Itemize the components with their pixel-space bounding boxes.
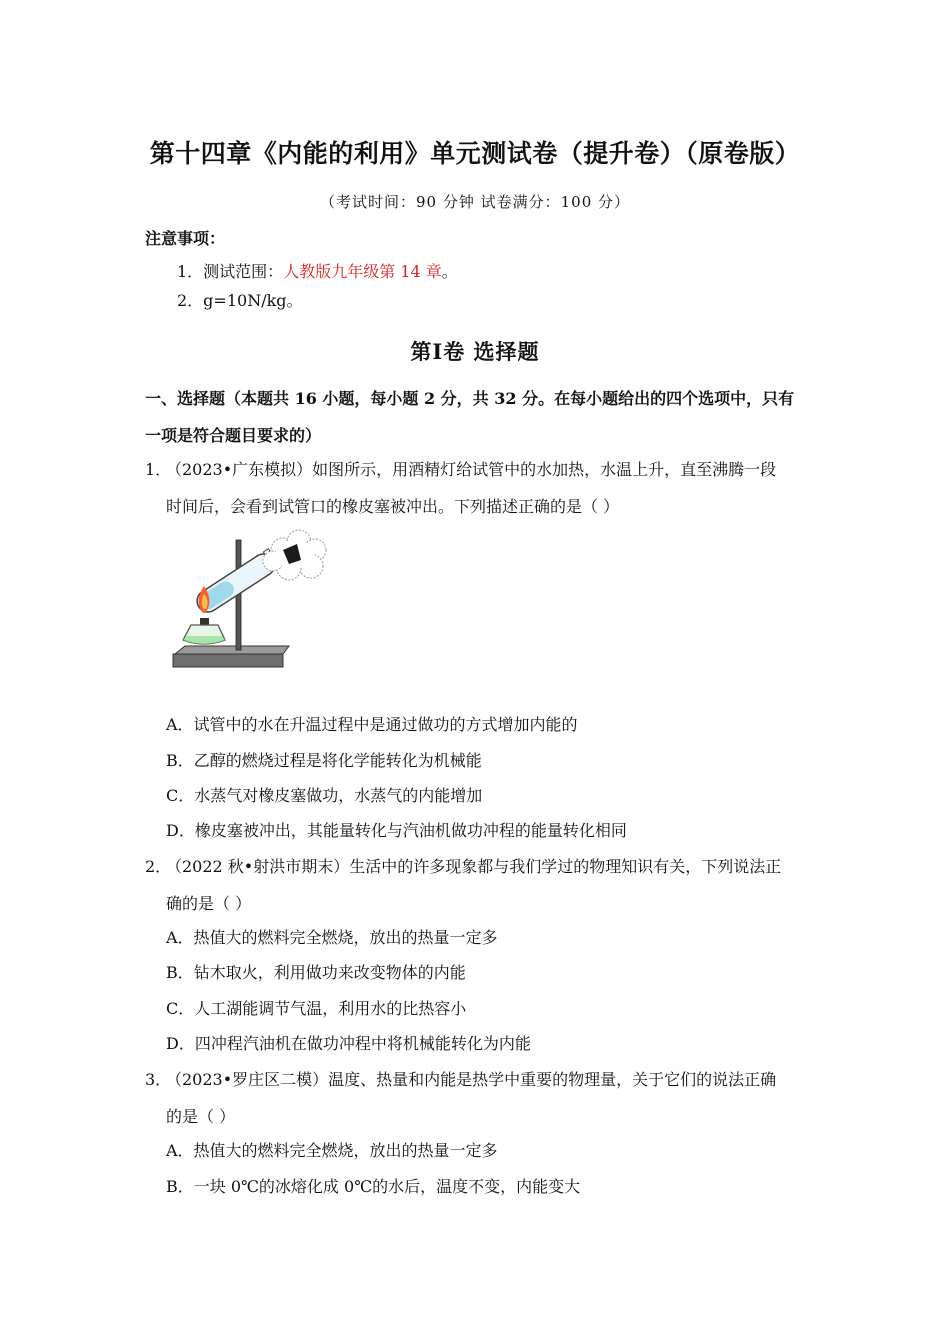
note-item-1-prefix: 1．测试范围： xyxy=(177,262,284,281)
question-1-option-b: B．乙醇的燃烧过程是将化学能转化为机械能 xyxy=(166,751,482,770)
question-2-stem-line2: 确的是（ ） xyxy=(166,894,252,913)
question-1-stem-line2: 时间后，会看到试管口的橡皮塞被冲出。下列描述正确的是（ ） xyxy=(166,497,620,516)
note-item-1 xyxy=(177,262,458,282)
notes-heading: 注意事项： xyxy=(145,229,226,248)
exam-title: 第十四章《内能的利用》单元测试卷（提升卷）（原卷版） xyxy=(149,139,801,168)
note-item-2: 2．g=10N/kg。 xyxy=(177,291,303,310)
question-3-option-b: B．一块 0℃的冰熔化成 0℃的水后，温度不变，内能变大 xyxy=(166,1177,581,1196)
note-item-1-range: 人教版九年级第 14 章 xyxy=(283,262,442,281)
exam-subtitle: （考试时间：90 分钟 试卷满分：100 分） xyxy=(319,193,631,211)
question-2-option-b: B．钻木取火，利用做功来改变物体的内能 xyxy=(166,963,466,982)
question-2-option-d: D．四冲程汽油机在做功冲程中将机械能转化为内能 xyxy=(166,1034,531,1053)
question-1-stem-line1: （2023•广东模拟）如图所示，用酒精灯给试管中的水加热，水温上升，直至沸腾一段 xyxy=(166,460,777,479)
question-3-stem-line1: （2023•罗庄区二模）温度、热量和内能是热学中重要的物理量，关于它们的说法正确 xyxy=(166,1070,777,1089)
question-1-option-c: C．水蒸气对橡皮塞做功，水蒸气的内能增加 xyxy=(166,786,483,805)
question-2-option-a: A．热值大的燃料完全燃烧，放出的热量一定多 xyxy=(166,928,498,947)
part1-instructions-line2: 一项是符合题目要求的） xyxy=(145,426,322,445)
question-1-number: 1． xyxy=(145,460,172,479)
question-1-option-a: A．试管中的水在升温过程中是通过做功的方式增加内能的 xyxy=(166,715,578,734)
question-1-option-d: D．橡皮塞被冲出，其能量转化与汽油机做功冲程的能量转化相同 xyxy=(166,821,627,840)
test-tube-heating-figure xyxy=(165,528,330,676)
question-3-stem-line2: 的是（ ） xyxy=(166,1107,236,1126)
question-3-option-a: A．热值大的燃料完全燃烧，放出的热量一定多 xyxy=(166,1141,498,1160)
question-2-number: 2． xyxy=(145,857,172,876)
part1-instructions-line1: 一、选择题（本题共 16 小题，每小题 2 分，共 32 分。在每小题给出的四个选项中，只有 xyxy=(145,389,795,408)
note-item-1-suffix: 。 xyxy=(441,262,458,281)
question-2-option-c: C．人工湖能调节气温，利用水的比热容小 xyxy=(166,999,467,1018)
question-3-number: 3． xyxy=(145,1070,172,1089)
section-title: 第Ⅰ卷 选择题 xyxy=(410,339,540,364)
question-2-stem-line1: （2022 秋•射洪市期末）生活中的许多现象都与我们学过的物理知识有关，下列说法正 xyxy=(166,857,782,876)
